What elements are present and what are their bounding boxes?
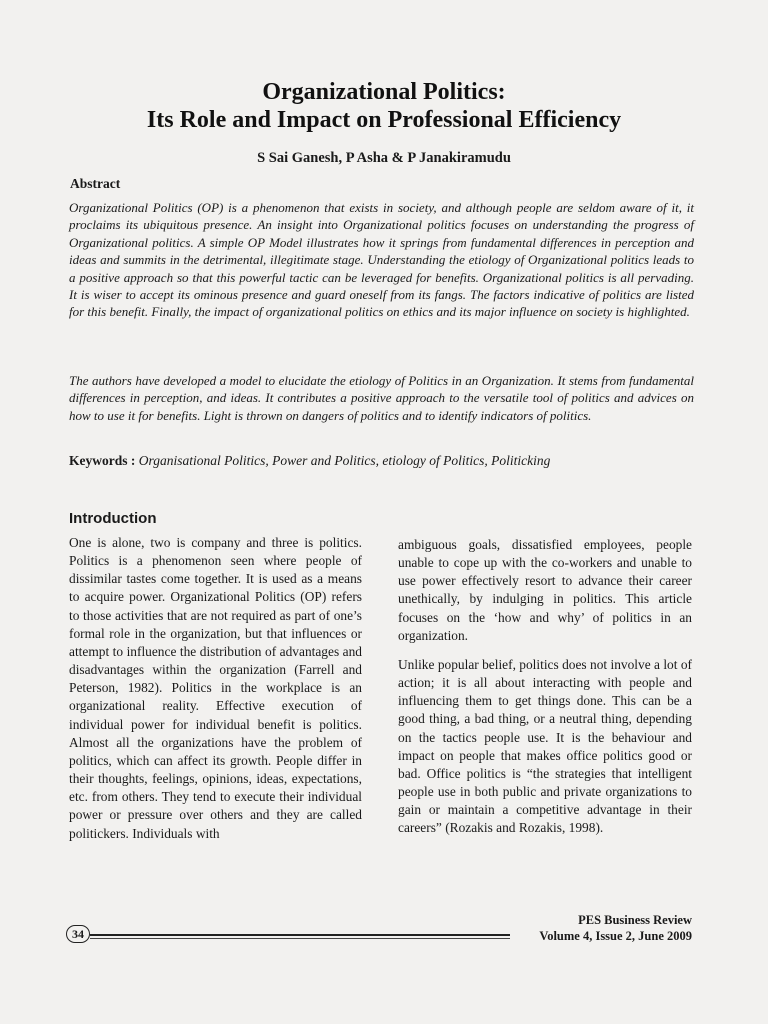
right-column-paragraph-1: ambiguous goals, dissatisfied employees, people unable to cope up with the co-workers and unable to use power effectively resort to advance their career unethically, by indulging in politics. This article focuses on the ‘how and why’ of politics in an organization. xyxy=(398,537,692,643)
keywords-text: Organisational Politics, Power and Politics, etiology of Politics, Politicking xyxy=(138,453,551,468)
abstract-heading: Abstract xyxy=(70,176,121,191)
title-line-1: Organizational Politics: xyxy=(262,79,506,105)
paper-title xyxy=(0,78,768,134)
journal-info xyxy=(440,912,692,944)
page-number: 34 xyxy=(66,925,90,943)
title-line-2: Its Role and Impact on Professional Efficiency xyxy=(146,107,622,133)
right-column-paragraph-2: Unlike popular belief, politics does not involve a lot of action; it is all about interacting with people and influencing them to get things done. This can be a good thing, a bad thing, or a neutral thing, depending on the tactics people use. It is the behaviour and impact on people that makes office politics good or bad. Office politics is “the strategies that intelligent people use in both public and private organizations to gain or maintain a competitive advantage in their careers” (Rozakis and Rozakis, 1998). xyxy=(398,657,692,836)
abstract-paragraph-1: Organizational Politics (OP) is a phenomenon that exists in society, and although people are seldom aware of it, it proclaims its ubiquitous presence. An insight into Organizational politics focuses on understanding the progress of Organizational politics. A simple OP Model illustrates how it springs from fundamental differences in perception and ideas and summits in the detrimental, illegitimate stage. Understanding the etiology of Organizational politics leads to a positive approach so that this powerful tactic can be leveraged for benefits. Organizational politics is all pervading. It is wiser to accept its ominous presence and guard oneself from its fangs. The factors indicative of politics are listed for this benefit. Finally, the impact of organizational politics on ethics and its major influence on society is highlighted. xyxy=(69,200,694,320)
introduction-heading: Introduction xyxy=(69,510,157,527)
authors: S Sai Ganesh, P Asha & P Janakiramudu xyxy=(257,150,511,166)
left-column-text: One is alone, two is company and three is politics. Politics is a phenomenon seen where people of dissimilar tastes come together. It is used as a means to acquire power. Organizational Politics (OP) refers to those activities that are not required as part of one’s formal role in the organization, but that influences or attempt to influence the distribution of advantages and disadvantages within the organization (Farrell and Peterson, 1982). Politics in the workplace is an organizational reality. Effective execution of individual power for individual benefit is politics. Almost all the organizations have the problem of politics, which can affect its growth. People differ in their thoughts, feelings, opinions, ideas, expectations, etc. from others. They tend to execute their individual power or pressure over others and they are called politickers. Individuals with xyxy=(69,535,362,841)
abstract-paragraph-2: The authors have developed a model to elucidate the etiology of Politics in an Organization. It stems from fundamental differences in perception, and ideas. It contributes a positive approach to the versatile tool of politics and advices on how to use it for benefits. Light is thrown on dangers of politics and to identify indicators of politics. xyxy=(69,373,694,423)
journal-volume: Volume 4, Issue 2, June 2009 xyxy=(539,929,692,943)
keywords-label: Keywords : xyxy=(69,453,136,468)
journal-name: PES Business Review xyxy=(578,913,692,927)
keywords xyxy=(69,453,694,469)
